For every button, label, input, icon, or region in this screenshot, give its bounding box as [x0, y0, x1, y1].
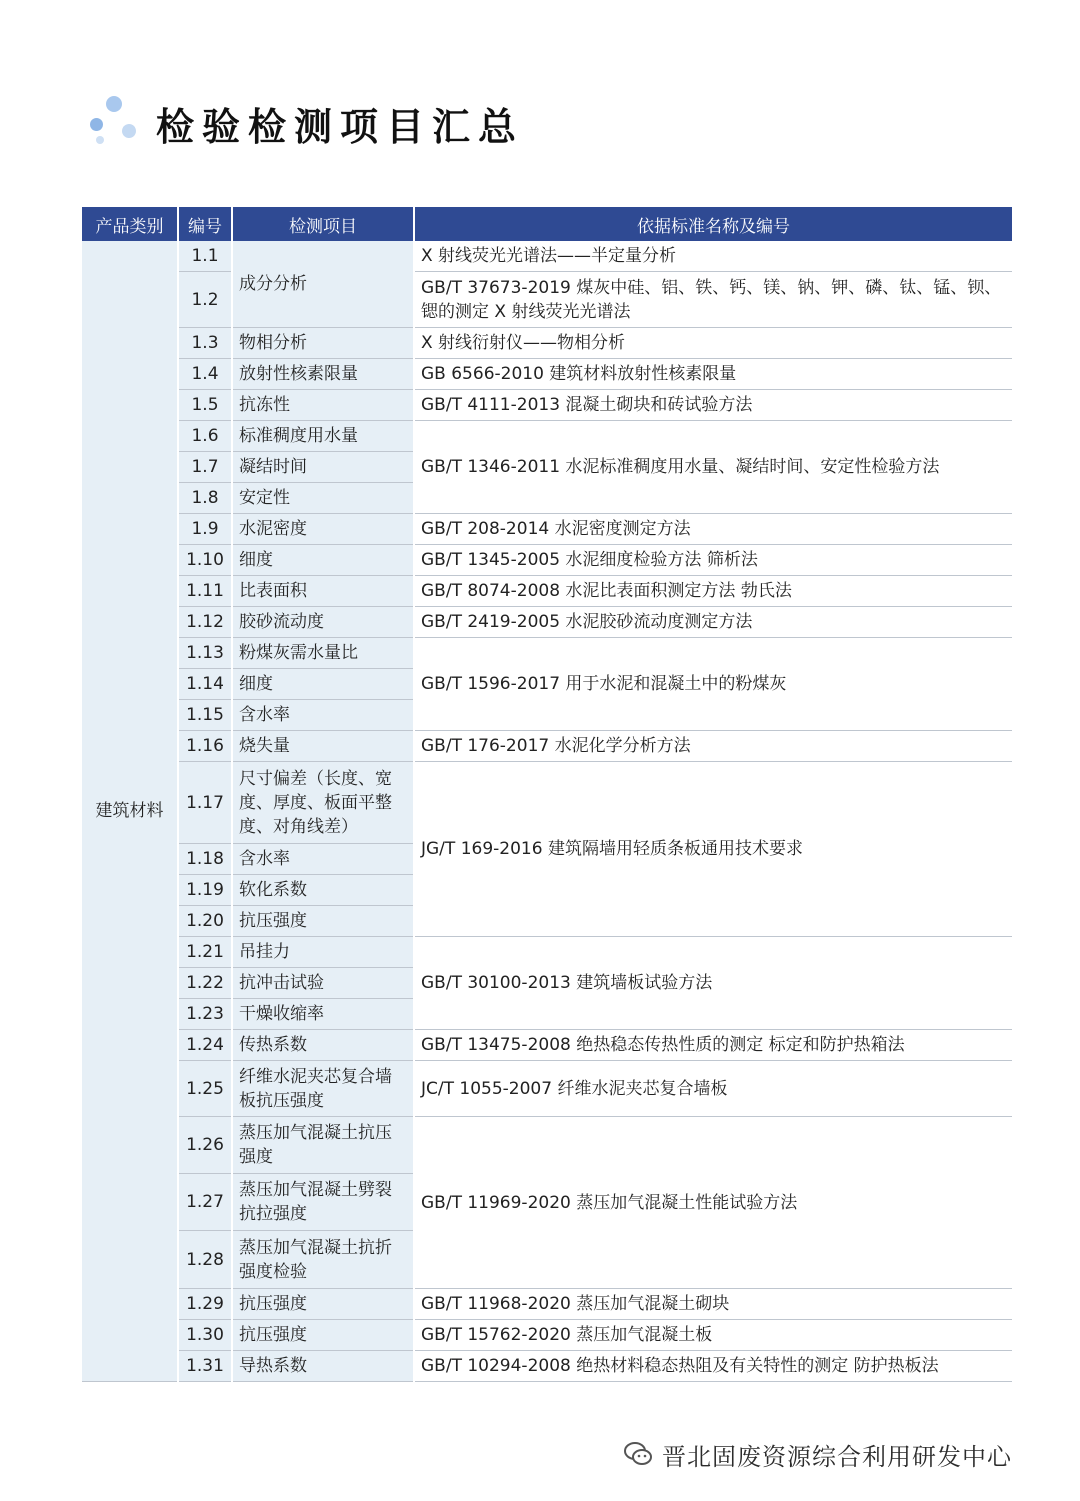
cell-number: 1.10 [178, 545, 232, 576]
cell-standard: JG/T 169-2016 建筑隔墙用轻质条板通用技术要求 [414, 762, 1012, 937]
table-row [82, 731, 1012, 762]
cell-standard: GB/T 11969-2020 蒸压加气混凝土性能试验方法 [414, 1117, 1012, 1289]
table-row [82, 421, 1012, 452]
cell-project: 蒸压加气混凝土抗折强度检验 [232, 1231, 414, 1289]
cell-project: 标准稠度用水量 [232, 421, 414, 452]
cell-project: 蒸压加气混凝土抗压强度 [232, 1117, 414, 1174]
table-row [82, 607, 1012, 638]
cell-project: 物相分析 [232, 328, 414, 359]
cell-project: 导热系数 [232, 1351, 414, 1382]
table-row [82, 1030, 1012, 1061]
table-row [82, 576, 1012, 607]
table-row [82, 272, 1012, 328]
cell-project: 胶砂流动度 [232, 607, 414, 638]
cell-standard: X 射线荧光光谱法——半定量分析 [414, 241, 1012, 272]
cell-number: 1.11 [178, 576, 232, 607]
table-row [82, 638, 1012, 669]
cell-number: 1.8 [178, 483, 232, 514]
cell-project: 成分分析 [232, 241, 414, 328]
cell-number: 1.3 [178, 328, 232, 359]
page-title: 检验检测项目汇总 [156, 104, 525, 149]
table-body [82, 241, 1012, 1382]
header-standard: 依据标准名称及编号 [414, 207, 1012, 241]
cell-project: 细度 [232, 545, 414, 576]
cell-standard: GB/T 4111-2013 混凝土砌块和砖试验方法 [414, 390, 1012, 421]
cell-project: 抗压强度 [232, 1320, 414, 1351]
cell-project: 干燥收缩率 [232, 999, 414, 1030]
table-row [82, 545, 1012, 576]
table-row [82, 390, 1012, 421]
header-number: 编号 [178, 207, 232, 241]
cell-standard: GB/T 208-2014 水泥密度测定方法 [414, 514, 1012, 545]
cell-standard: GB/T 176-2017 水泥化学分析方法 [414, 731, 1012, 762]
table-row [82, 328, 1012, 359]
cell-project: 尺寸偏差（长度、宽度、厚度、板面平整度、对角线差） [232, 762, 414, 844]
cell-number: 1.1 [178, 241, 232, 272]
cell-number: 1.27 [178, 1174, 232, 1231]
cell-standard: X 射线衍射仪——物相分析 [414, 328, 1012, 359]
table-row [82, 937, 1012, 968]
cell-number: 1.26 [178, 1117, 232, 1174]
cell-project: 含水率 [232, 700, 414, 731]
cell-project: 抗冲击试验 [232, 968, 414, 999]
table-header-row [82, 207, 1012, 241]
cell-number: 1.18 [178, 844, 232, 875]
table-row [82, 762, 1012, 844]
cell-number: 1.19 [178, 875, 232, 906]
cell-standard: GB 6566-2010 建筑材料放射性核素限量 [414, 359, 1012, 390]
header-project: 检测项目 [232, 207, 414, 241]
cell-standard: GB/T 1346-2011 水泥标准稠度用水量、凝结时间、安定性检验方法 [414, 421, 1012, 514]
cell-number: 1.6 [178, 421, 232, 452]
cell-number: 1.5 [178, 390, 232, 421]
cell-number: 1.25 [178, 1061, 232, 1117]
wechat-icon [622, 1438, 654, 1470]
cell-number: 1.2 [178, 272, 232, 328]
inspection-table [82, 207, 1012, 1382]
cell-number: 1.9 [178, 514, 232, 545]
cell-project: 含水率 [232, 844, 414, 875]
cell-number: 1.16 [178, 731, 232, 762]
cell-number: 1.20 [178, 906, 232, 937]
cell-number: 1.28 [178, 1231, 232, 1289]
cell-number: 1.13 [178, 638, 232, 669]
cell-standard: GB/T 1596-2017 用于水泥和混凝土中的粉煤灰 [414, 638, 1012, 731]
cell-project: 传热系数 [232, 1030, 414, 1061]
cell-number: 1.24 [178, 1030, 232, 1061]
cell-number: 1.12 [178, 607, 232, 638]
table-row [82, 514, 1012, 545]
table-row [82, 1351, 1012, 1382]
cell-number: 1.31 [178, 1351, 232, 1382]
cell-standard: GB/T 2419-2005 水泥胶砂流动度测定方法 [414, 607, 1012, 638]
watermark-text: 晋北固废资源综合利用研发中心 [662, 1442, 1012, 1471]
cell-project: 安定性 [232, 483, 414, 514]
cell-project: 比表面积 [232, 576, 414, 607]
cell-standard: GB/T 15762-2020 蒸压加气混凝土板 [414, 1320, 1012, 1351]
cell-number: 1.21 [178, 937, 232, 968]
cell-project: 凝结时间 [232, 452, 414, 483]
cell-project: 纤维水泥夹芯复合墙板抗压强度 [232, 1061, 414, 1117]
cell-standard: GB/T 1345-2005 水泥细度检验方法 筛析法 [414, 545, 1012, 576]
circles-logo-icon [86, 94, 142, 144]
cell-standard: GB/T 37673-2019 煤灰中硅、铝、铁、钙、镁、钠、钾、磷、钛、锰、钡、锶的测定 X 射线荧光光谱法 [414, 272, 1012, 328]
cell-standard: GB/T 13475-2008 绝热稳态传热性质的测定 标定和防护热箱法 [414, 1030, 1012, 1061]
table-row [82, 1289, 1012, 1320]
table-row [82, 1061, 1012, 1117]
table-row [82, 359, 1012, 390]
cell-number: 1.29 [178, 1289, 232, 1320]
cell-project: 抗冻性 [232, 390, 414, 421]
cell-standard: GB/T 11968-2020 蒸压加气混凝土砌块 [414, 1289, 1012, 1320]
cell-project: 放射性核素限量 [232, 359, 414, 390]
cell-project: 细度 [232, 669, 414, 700]
cell-project: 蒸压加气混凝土劈裂抗拉强度 [232, 1174, 414, 1231]
cell-standard: GB/T 10294-2008 绝热材料稳态热阻及有关特性的测定 防护热板法 [414, 1351, 1012, 1382]
cell-project: 抗压强度 [232, 906, 414, 937]
cell-number: 1.7 [178, 452, 232, 483]
cell-project: 吊挂力 [232, 937, 414, 968]
cell-number: 1.17 [178, 762, 232, 844]
cell-project: 水泥密度 [232, 514, 414, 545]
wechat-watermark [622, 1434, 1012, 1474]
table-row [82, 241, 1012, 272]
cell-project: 抗压强度 [232, 1289, 414, 1320]
cell-number: 1.14 [178, 669, 232, 700]
cell-project: 烧失量 [232, 731, 414, 762]
cell-number: 1.4 [178, 359, 232, 390]
cell-number: 1.23 [178, 999, 232, 1030]
cell-category: 建筑材料 [82, 241, 178, 1382]
cell-standard: GB/T 30100-2013 建筑墙板试验方法 [414, 937, 1012, 1030]
table-row [82, 1320, 1012, 1351]
cell-standard: JC/T 1055-2007 纤维水泥夹芯复合墙板 [414, 1061, 1012, 1117]
cell-project: 粉煤灰需水量比 [232, 638, 414, 669]
header-category: 产品类别 [82, 207, 178, 241]
table-row [82, 1117, 1012, 1174]
cell-project: 软化系数 [232, 875, 414, 906]
cell-standard: GB/T 8074-2008 水泥比表面积测定方法 勃氏法 [414, 576, 1012, 607]
cell-number: 1.15 [178, 700, 232, 731]
cell-number: 1.30 [178, 1320, 232, 1351]
cell-number: 1.22 [178, 968, 232, 999]
